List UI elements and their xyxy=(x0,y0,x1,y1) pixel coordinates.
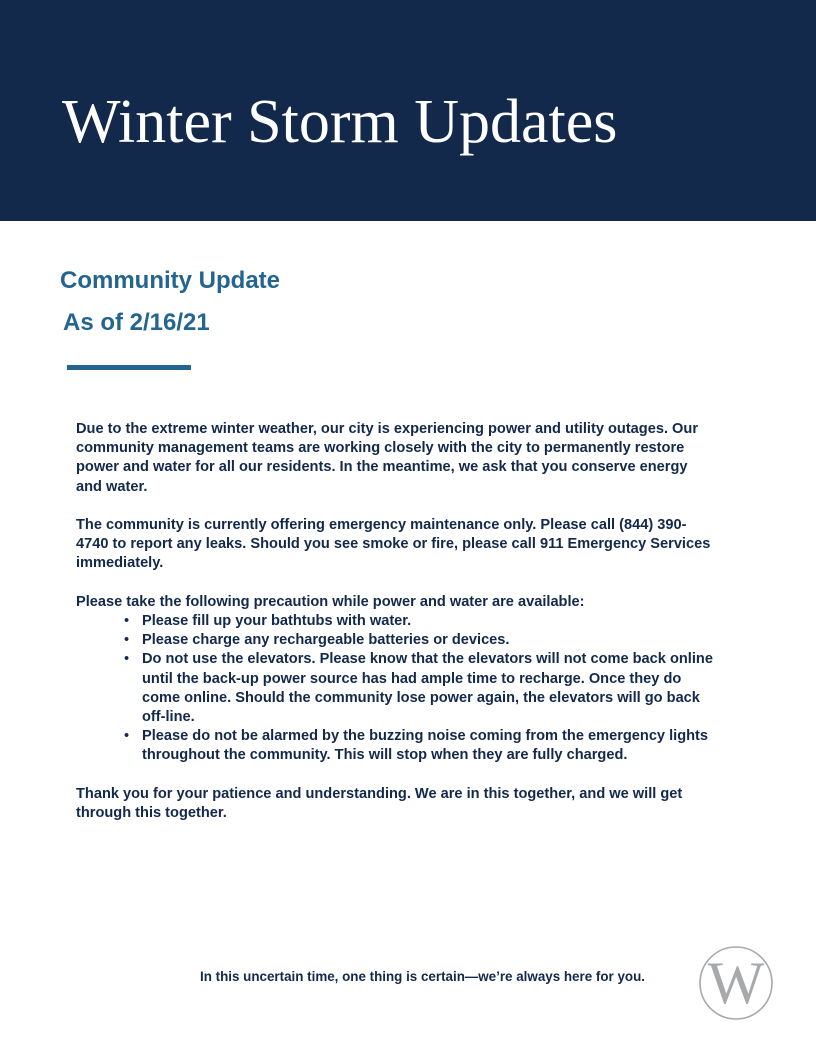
update-date: As of 2/16/21 xyxy=(63,309,210,336)
list-item xyxy=(124,650,716,727)
paragraph-outages: Due to the extreme winter weather, our city is experiencing power and utility outages. Our community management teams are working closely with the city to permanently restore power and water for all our residents. In the meantime, we ask that you conserve energy and water. xyxy=(76,421,699,495)
update-body xyxy=(76,420,716,842)
list-item xyxy=(124,727,716,765)
heading-divider xyxy=(67,365,191,370)
list-item-text: Please fill up your bathtubs with water. xyxy=(142,613,412,629)
list-item-text: Please charge any rechargeable batteries or devices. xyxy=(142,632,510,649)
header-banner xyxy=(0,0,816,221)
list-item-text: Do not use the elevators. Please know that the elevators will not come back online until the back-up power source has had ample time to recharge. Once they do come online. Should the community lose power again, the elevators will go back off-line. xyxy=(142,651,713,726)
list-item xyxy=(124,612,716,631)
update-heading: Community Update xyxy=(60,267,281,294)
bullet-icon: • xyxy=(124,632,130,649)
bullet-icon: • xyxy=(124,613,130,629)
list-item-text: Please do not be alarmed by the buzzing noise coming from the emergency lights throughout the community. This will stop when they are fully charged. xyxy=(142,728,709,764)
bullet-icon: • xyxy=(124,651,130,668)
bullet-icon: • xyxy=(124,728,130,745)
paragraph-closing: Thank you for your patience and understanding. We are in this together, and we will get through this together. xyxy=(76,785,683,822)
w-monogram-logo-icon xyxy=(698,945,774,1021)
precautions-intro: Please take the following precaution while power and water are available: xyxy=(76,593,585,610)
paragraph-maintenance: The community is currently offering emergency maintenance only. Please call (844) 390-4740 to report any leaks. Should you see smoke or fire, please call 911 Emergency Services immediately. xyxy=(76,517,711,572)
logo-letter: W xyxy=(707,950,765,1016)
precautions-list xyxy=(76,612,716,766)
footer-tagline: In this uncertain time, one thing is certain—we’re always here for you. xyxy=(200,969,645,984)
page-title: Winter Storm Updates xyxy=(62,88,618,156)
list-item xyxy=(124,631,716,650)
